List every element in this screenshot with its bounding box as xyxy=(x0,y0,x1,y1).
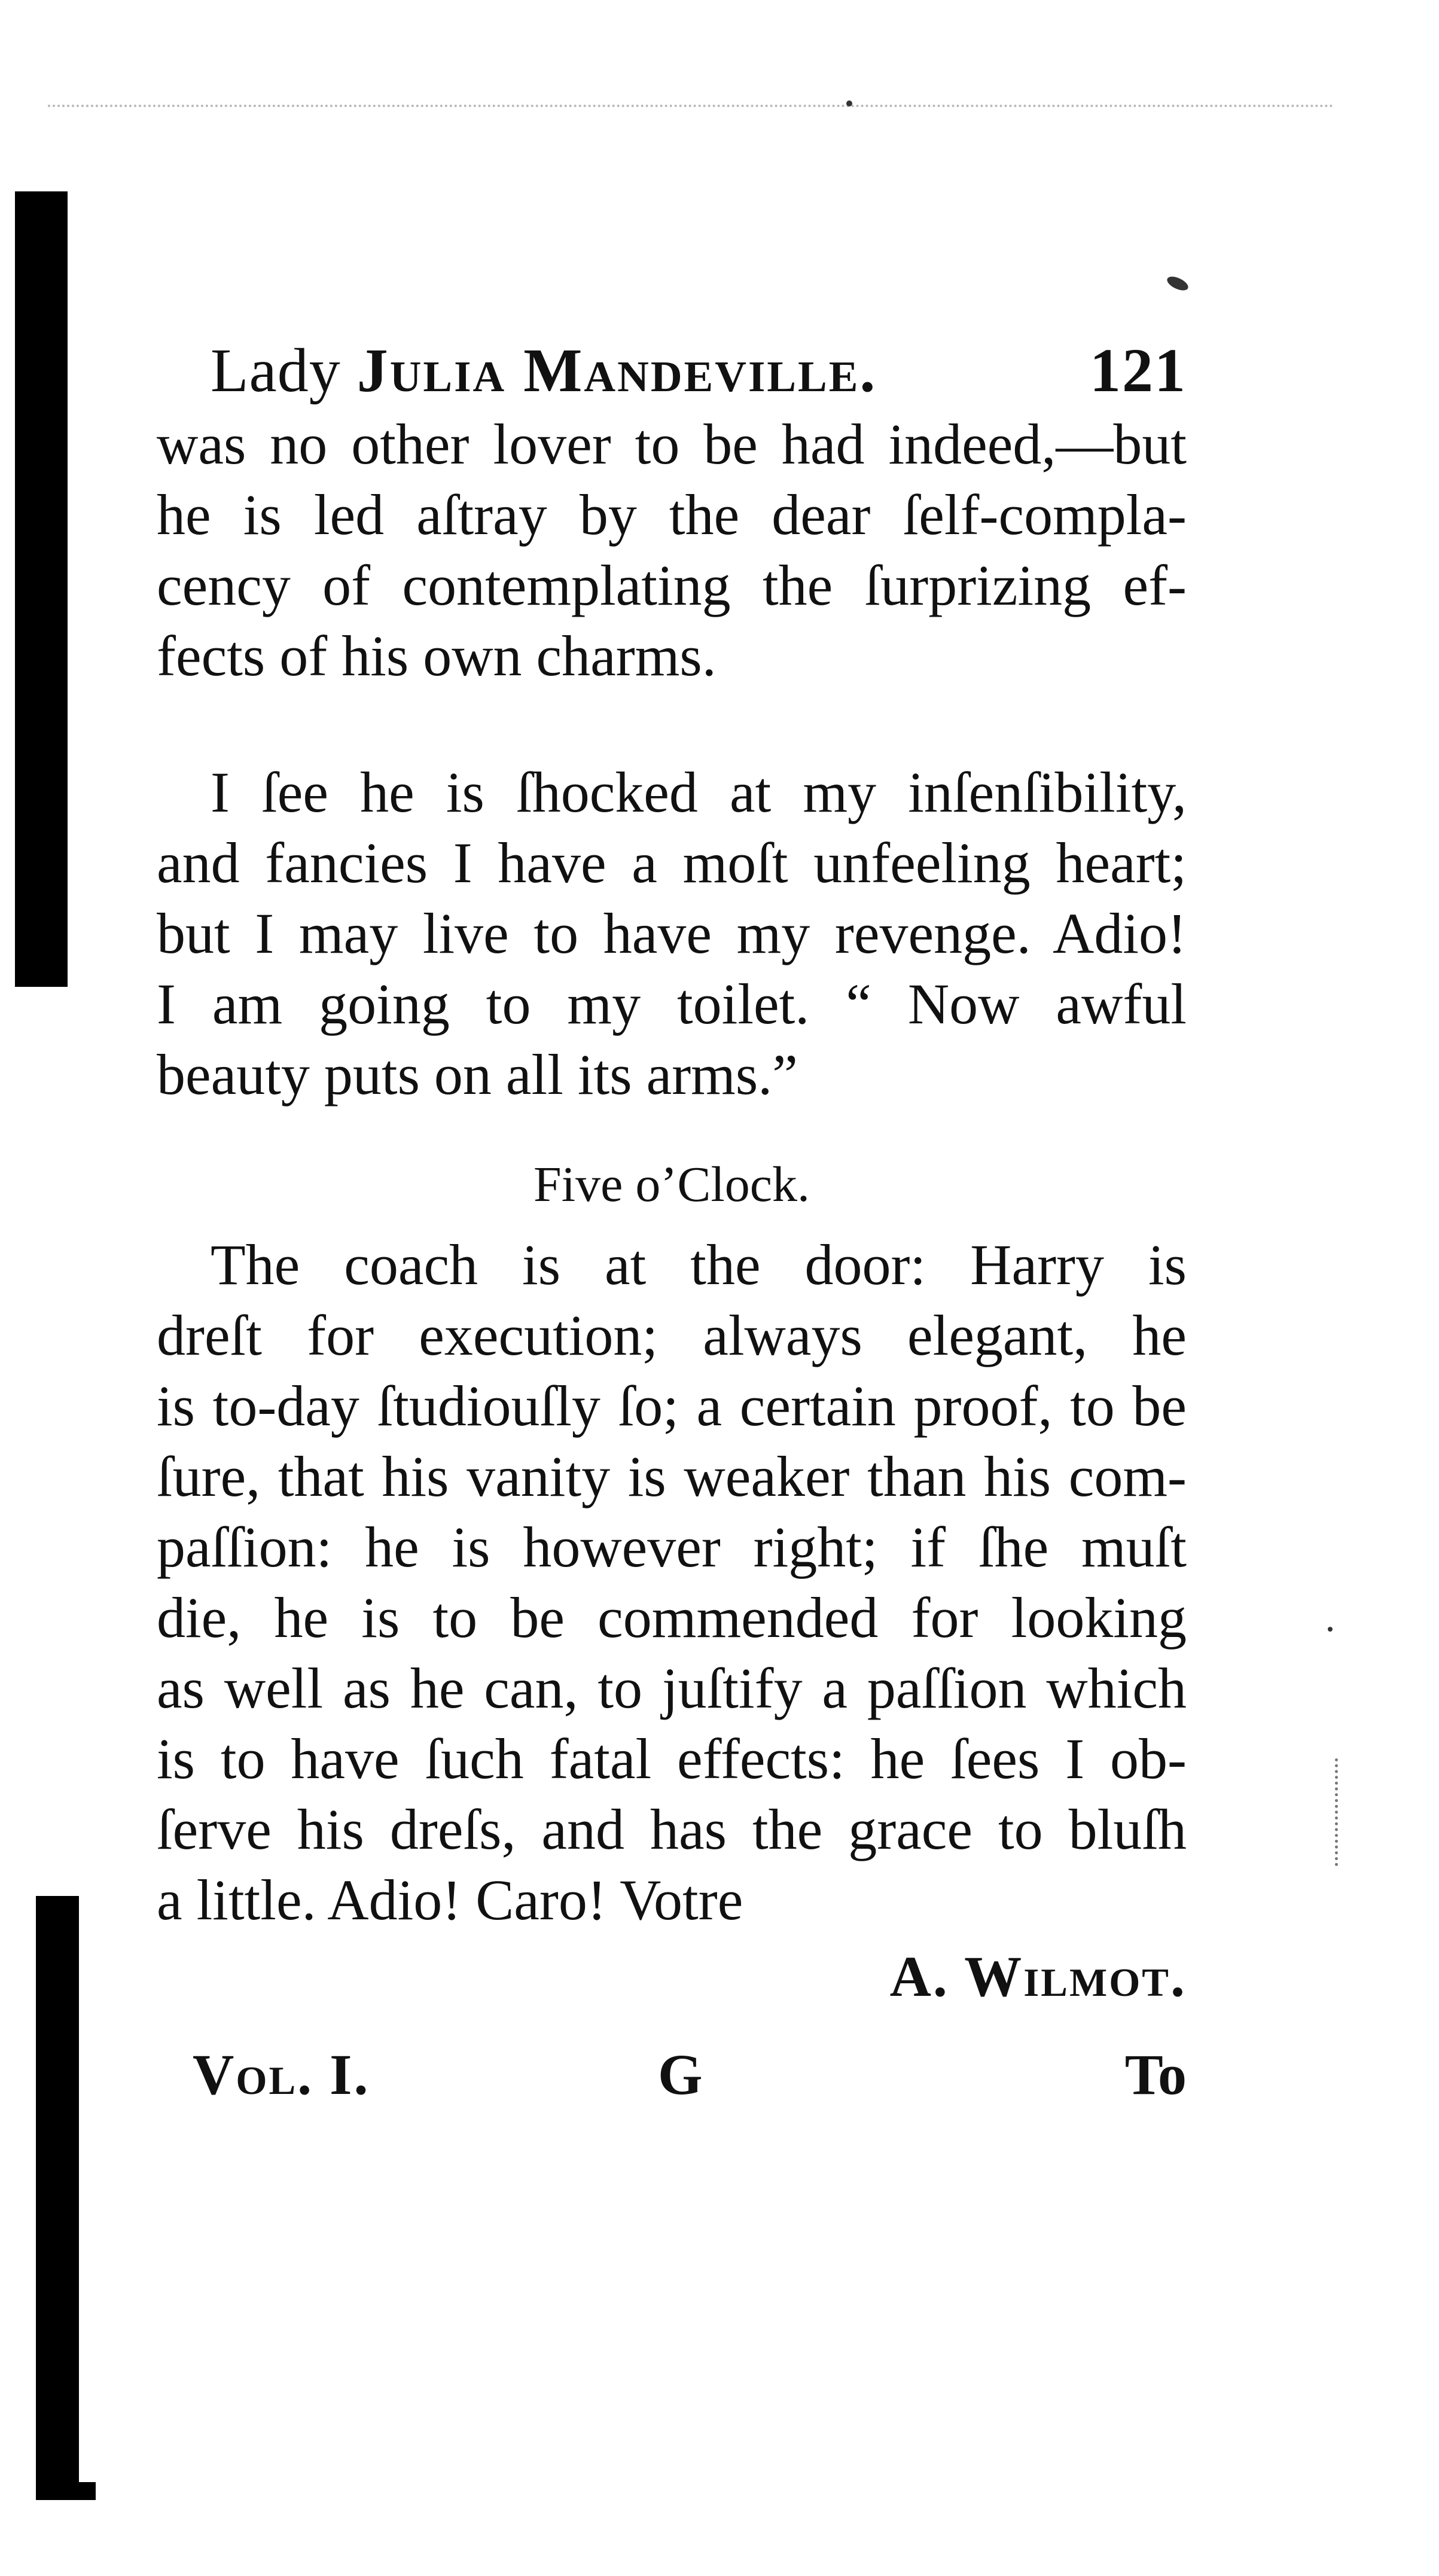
text-line: as well as he can, to juſtify a paſſion which xyxy=(157,1656,1187,1720)
text-line: die, he is to be commended for looking xyxy=(157,1586,1187,1650)
paragraph-continued xyxy=(157,409,1187,691)
text-line: is to-day ſtudiouſly ſo; a certain proof, to be xyxy=(157,1374,1187,1438)
running-header xyxy=(157,335,1187,407)
text-line: beauty puts on all its arms.” xyxy=(157,1042,798,1106)
text-line: cency of contemplating the ſurprizing ef- xyxy=(157,553,1187,617)
running-title-name: Julia Mandeville. xyxy=(356,336,877,405)
running-title-prefix: Lady xyxy=(211,336,341,405)
catchword: To xyxy=(1124,2042,1187,2106)
book-page xyxy=(157,335,1187,2114)
text-line: ſure, that his vanity is weaker than his com- xyxy=(157,1444,1187,1508)
text-line: he is led aſtray by the dear ſelf-compla- xyxy=(157,483,1187,547)
volume-mark: Vol. I. xyxy=(193,2042,370,2106)
scan-margin-bar-foot xyxy=(36,2482,96,2500)
text-line: but I may live to have my revenge. Adio! xyxy=(157,901,1187,965)
text-line: The coach is at the door: Harry is xyxy=(211,1233,1187,1297)
letter-signature: A. Wilmot. xyxy=(889,1944,1187,2008)
text-line: paſſion: he is however right; if ſhe muſt xyxy=(157,1515,1187,1579)
scan-margin-bar-bottom xyxy=(36,1896,79,2500)
scan-margin-bar-top xyxy=(15,191,68,987)
text-line: ſerve his dreſs, and has the grace to bluſh xyxy=(157,1797,1187,1861)
signature-mark: G xyxy=(658,2042,703,2106)
scan-edge-dots-right xyxy=(1335,1758,1338,1866)
text-line: and fancies I have a moſt unfeeling heart; xyxy=(157,831,1187,895)
paragraph-toilet xyxy=(157,757,1187,1110)
text-line: dreſt for execution; always elegant, he xyxy=(157,1303,1187,1367)
text-line: was no other lover to be had indeed,—but xyxy=(157,412,1187,476)
text-line: I am going to my toilet. “ Now awful xyxy=(157,972,1187,1036)
text-line: fects of his own charms. xyxy=(157,624,717,688)
page-footer xyxy=(157,2036,1187,2114)
scan-edge-dots-top xyxy=(48,105,1334,107)
text-line: I ſee he is ſhocked at my inſenſibility, xyxy=(211,760,1187,824)
text-line: a little. Adio! Caro! Votre xyxy=(157,1868,743,1932)
ink-speck xyxy=(846,100,852,106)
page-number: 121 xyxy=(1090,336,1187,405)
section-heading: Five o’Clock. xyxy=(533,1157,810,1212)
paragraph-coach xyxy=(157,1230,1187,1935)
ink-speck xyxy=(1165,274,1190,293)
running-title xyxy=(211,335,877,407)
text-line: is to have ſuch fatal effects: he ſees I ob- xyxy=(157,1727,1187,1791)
ink-speck xyxy=(1328,1627,1333,1632)
